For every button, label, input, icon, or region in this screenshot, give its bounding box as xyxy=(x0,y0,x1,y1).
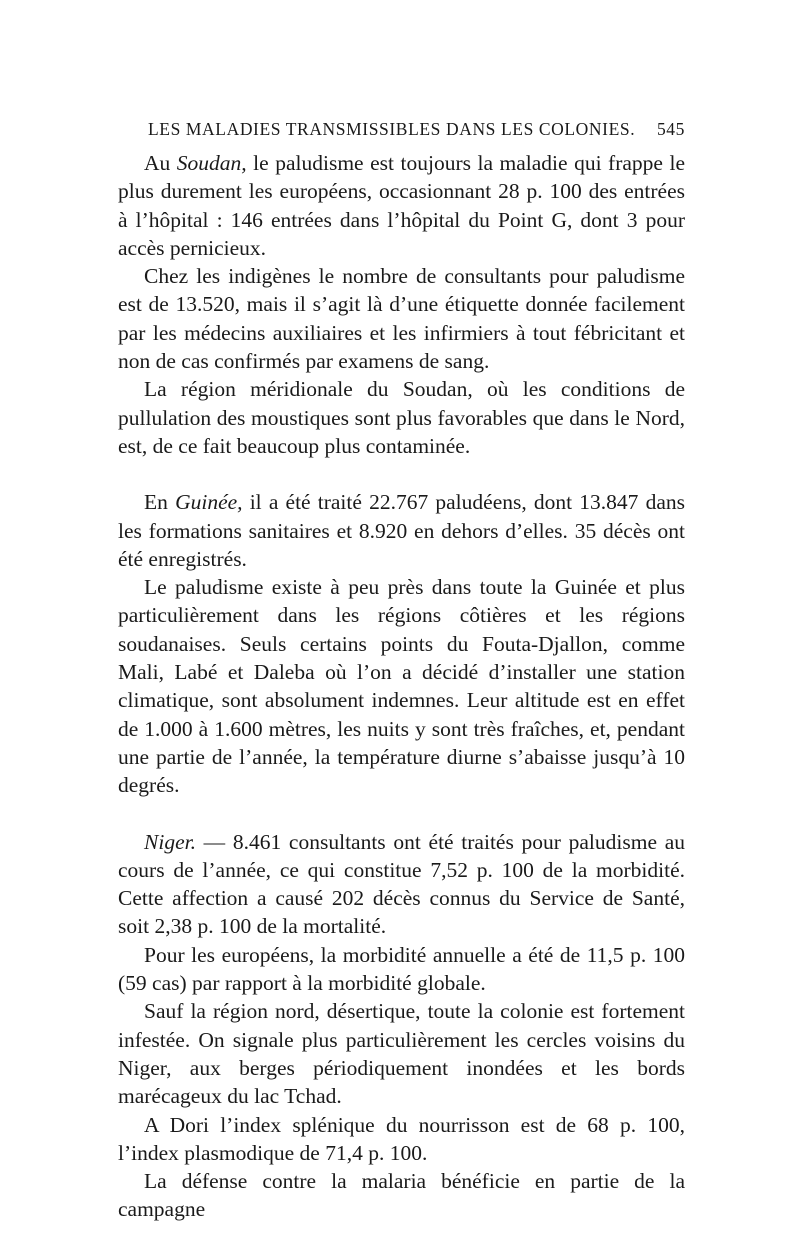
place-name-soudan: Soudan, xyxy=(176,151,247,175)
paragraph-niger-4: A Dori l’index splénique du nourrisson est de 68 p. 100, l’index plasmodique de 71,4 p. 100. xyxy=(118,1112,685,1165)
paragraph-text: — 8.461 consultants ont été traités pour paludisme au cours de l’année, ce qui constitue 7,52 p. 100 de la morbidité. Cette affection a causé 202 décès connus du Service de Santé, soit 2,38 p. 100 de la mortalité. xyxy=(118,829,685,939)
paragraph-text: le paludisme est toujours la maladie qui frappe le plus durement les européens, occasionnant 28 p. 100 des entrées à l’hôpital : 146 entrées dans l’hôpital du Point G, dont 3 pour accès pernicieux. xyxy=(118,151,685,260)
paragraph-soudan-2: Chez les indigènes le nombre de consultants pour paludisme est de 13.520, mais il s’agit là d’une étiquette donnée facilement par les médecins auxiliaires et les infirmiers à tout fébricitant et non de cas confirmés par examens de sang. xyxy=(118,264,685,374)
paragraph-guinee-2: Le paludisme existe à peu près dans toute la Guinée et plus particulièrement dans les régions côtières et les régions soudanaises. Seuls certains points du Fouta-Djallon, comme Mali, Labé et Daleba où l’on a décidé d’installer une station climatique, sont absolument indemnes. Leur altitude est en effet de 1.000 à 1.600 mètres, les nuits y sont très fraîches, et, pendant une partie de l’année, la température diurne s’abaisse jusqu’à 10 degrés. xyxy=(118,575,685,798)
paragraph-niger-3: Sauf la région nord, désertique, toute la colonie est fortement infestée. On signale plus particulièrement les cercles voisins du Niger, aux berges périodiquement inondées et les bords marécageux du lac Tchad. xyxy=(118,999,685,1109)
paragraph-prefix: En xyxy=(144,490,176,515)
paragraph-text: il a été traité 22.767 paludéens, dont 13.847 dans les formations sanitaires et 8.920 en dehors d’elles. 35 décès ont été enregistrés. xyxy=(118,490,685,571)
place-name-niger: Niger. xyxy=(144,829,196,854)
paragraph-guinee-1 xyxy=(118,488,685,573)
book-page xyxy=(118,118,685,1224)
place-name-guinee: Guinée, xyxy=(175,490,243,515)
page-number: 545 xyxy=(656,119,685,139)
paragraph-prefix: Au xyxy=(144,151,177,175)
running-head xyxy=(118,118,685,140)
running-title: LES MALADIES TRANSMISSIBLES DANS LES COLONIES. xyxy=(148,119,636,139)
paragraph-niger-5: La défense contre la malaria bénéficie en partie de la campagne xyxy=(118,1169,685,1222)
paragraph-niger-2: Pour les européens, la morbidité annuelle a été de 11,5 p. 100 (59 cas) par rapport à la morbidité globale. xyxy=(118,942,685,996)
paragraph-niger-1 xyxy=(118,828,685,941)
paragraph-soudan-3: La région méridionale du Soudan, où les conditions de pullulation des moustiques sont plus favorables que dans le Nord, est, de ce fait beaucoup plus contaminée. xyxy=(118,377,685,458)
paragraph-soudan-1 xyxy=(118,149,685,262)
